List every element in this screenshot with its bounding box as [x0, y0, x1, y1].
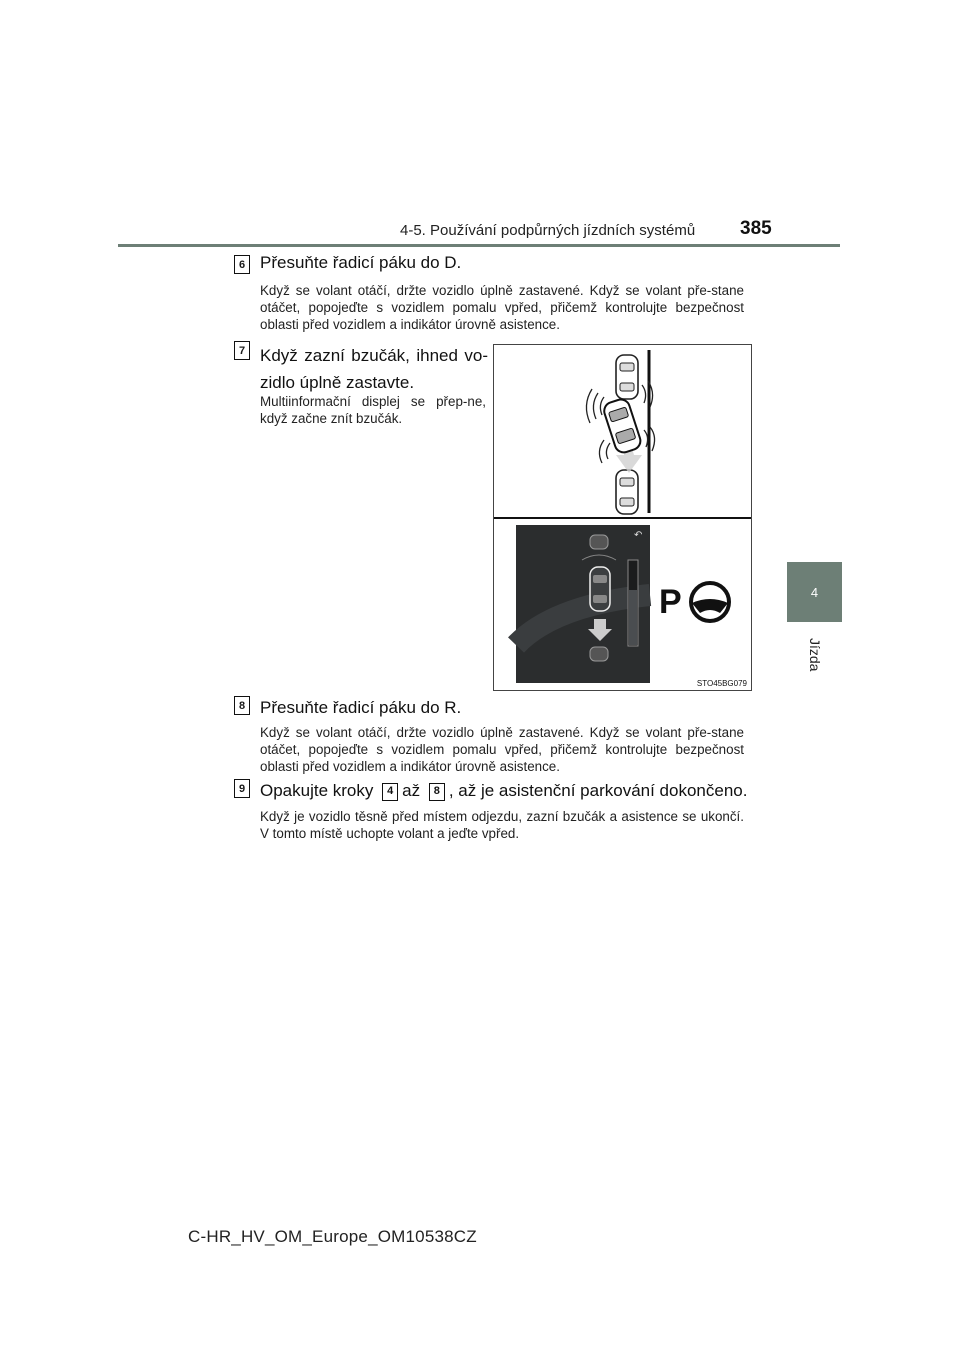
step-6-title: Přesuňte řadicí páku do D. [260, 253, 462, 272]
step-9-marker: 9 [234, 779, 250, 798]
document-footer: C-HR_HV_OM_Europe_OM10538CZ [188, 1227, 477, 1246]
multi-info-display [516, 525, 650, 683]
step-9-body: Když je vozidlo těsně před místem odjezdu, zazní bzučák a asistence se ukončí. V tomto místě uchopte volant a jeďte vpřed. [260, 809, 744, 841]
step-8-body: Když se volant otáčí, držte vozidlo úplně zastavené. Když se volant pře-stane otáčet, popojeďte s vozidlem pomalu vpřed, přičemž kontrolujte bezpečnost oblasti před vozidlem a indikátor úrovně asistence. [260, 725, 744, 774]
step-9-title-part3: , až je asistenční parkování dokončeno. [448, 781, 748, 800]
parking-assist-figure [493, 344, 752, 691]
step-ref-4: 4 [382, 783, 398, 801]
parking-symbol: P [659, 583, 682, 621]
step-7-marker: 7 [234, 341, 250, 360]
step-6-body: Když se volant otáčí, držte vozidlo úplně zastavené. Když se volant pře-stane otáčet, popojeďte s vozidlem pomalu vpřed, přičemž kontrolujte bezpečnost oblasti před vozidlem a indikátor úrovně asistence. [260, 283, 744, 332]
steering-wheel-icon [691, 583, 729, 621]
parking-illustration [494, 345, 751, 690]
step-7-title: Když zazní bzučák, ihned vo-zidlo úplně zastavte. [260, 346, 488, 392]
step-9-title-part2: až [402, 781, 421, 800]
step-8-marker: 8 [234, 696, 250, 715]
header-rule [118, 244, 840, 247]
parked-car-rear-icon [616, 470, 638, 514]
page-number: 385 [740, 218, 772, 239]
step-9-title [260, 779, 760, 803]
back-icon: ↶ [634, 530, 643, 541]
chapter-label: Jízda [807, 638, 823, 672]
parked-car-front-icon [616, 355, 638, 399]
step-ref-8: 8 [429, 783, 445, 801]
chapter-tab [787, 562, 842, 622]
chapter-number: 4 [810, 584, 819, 600]
figure-code: STO45BG079 [696, 679, 747, 688]
step-6-marker: 6 [234, 255, 250, 274]
step-9-title-part1: Opakujte kroky [260, 781, 374, 800]
step-7-body: Multiinformační displej se přep-ne, když začne znít bzučák. [260, 394, 486, 426]
step-8-title: Přesuňte řadicí páku do R. [260, 698, 462, 717]
section-title: 4-5. Používání podpůrných jízdních systémů [400, 222, 696, 239]
